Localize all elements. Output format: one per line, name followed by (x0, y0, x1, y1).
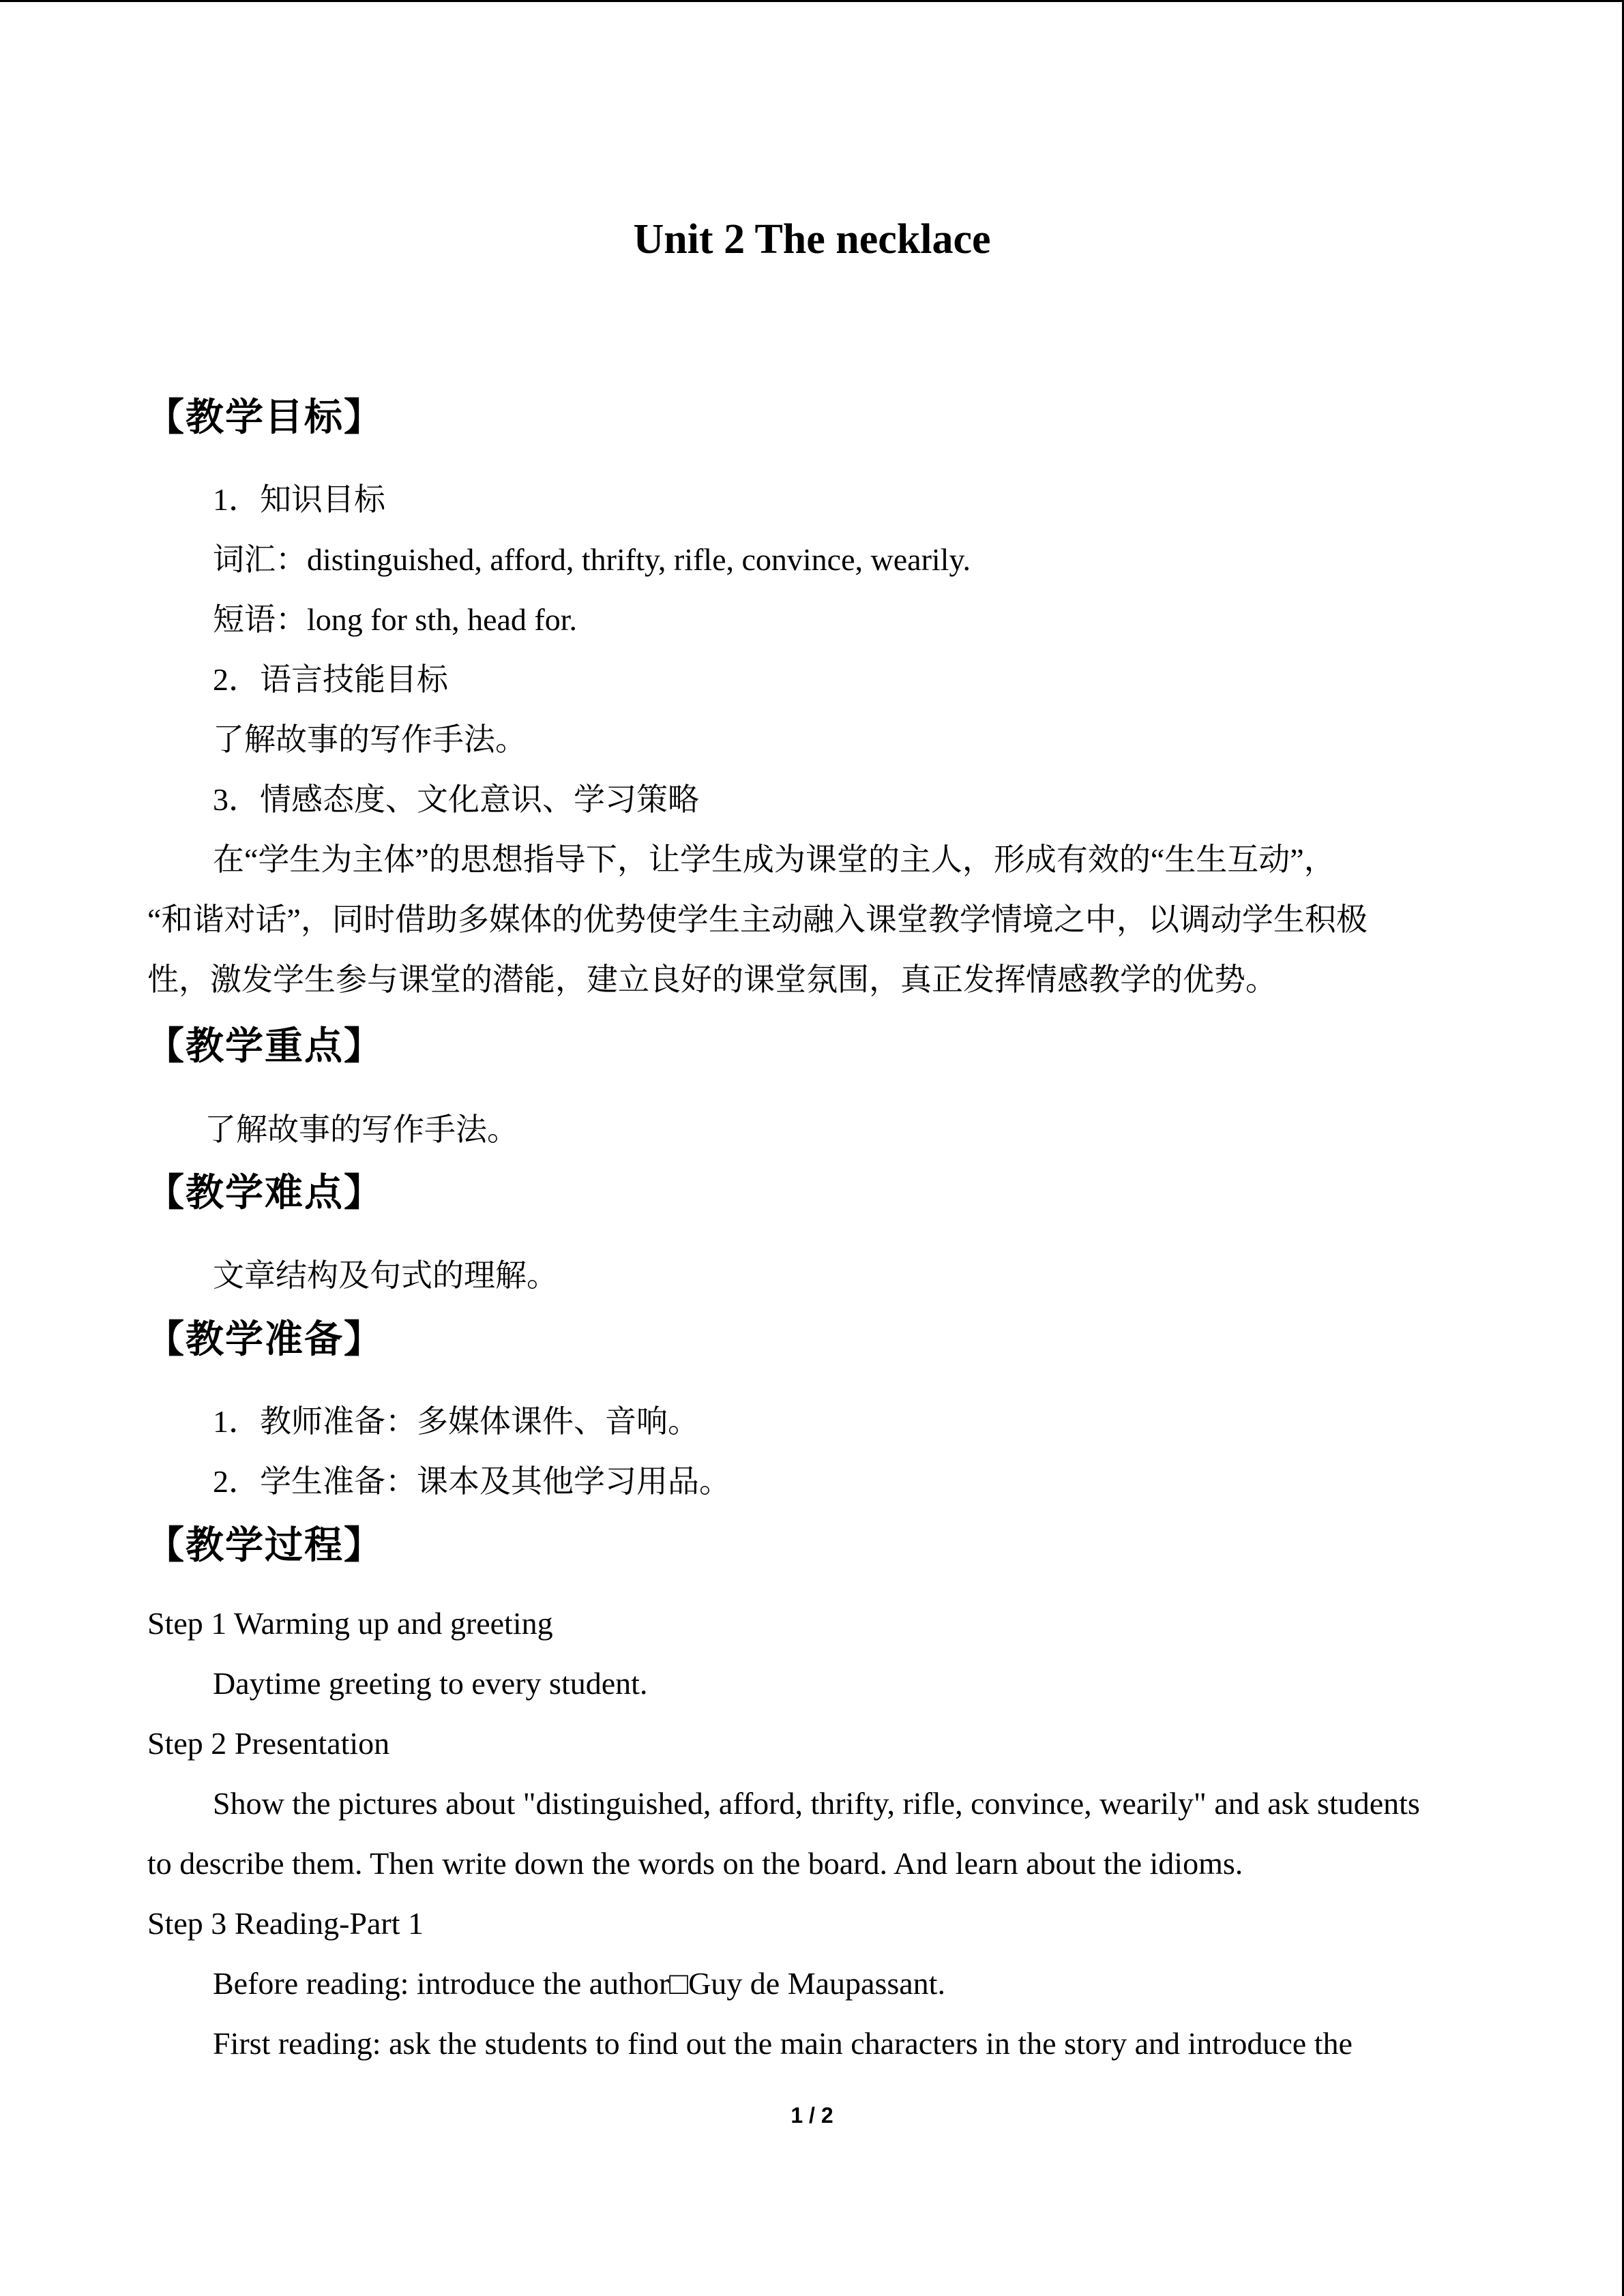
objective-line-5: 了解故事的写作手法。 (213, 722, 527, 757)
objective-line-2: 词汇：distinguished, afford, thrifty, rifle, convince, wearily. (213, 542, 971, 577)
process-line-6: Step 3 Reading-Part 1 (147, 1906, 424, 1941)
process-line-1: Step 1 Warming up and greeting (147, 1606, 553, 1641)
objective-line-9: 性，激发学生参与课堂的潜能，建立良好的课堂氛围，真正发挥情感教学的优势。 (147, 962, 1277, 997)
process-line-8: First reading: ask the students to find out the main characters in the story and introduce the (213, 2026, 1353, 2061)
process-line-2: Daytime greeting to every student. (213, 1666, 648, 1701)
process-line-3: Step 2 Presentation (147, 1726, 390, 1761)
heading-process: 【教学过程】 (146, 1523, 383, 1568)
objective-line-3: 短语：long for sth, head for. (213, 602, 578, 637)
difficulty-line-1: 文章结构及句式的理解。 (213, 1258, 558, 1293)
process-line-4: Show the pictures about "distinguished, afford, thrifty, rifle, convince, wearily" and ask students (213, 1786, 1420, 1821)
heading-preparation: 【教学准备】 (146, 1317, 383, 1362)
objective-line-6: 3．情感态度、文化意识、学习策略 (213, 782, 699, 817)
key-point-line-1: 了解故事的写作手法。 (205, 1112, 518, 1147)
objective-line-7: 在“学生为主体”的思想指导下，让学生成为课堂的主人，形成有效的“生生互动”， (213, 842, 1335, 877)
document-title: Unit 2 The necklace (633, 216, 991, 263)
process-line-7: Before reading: introduce the author□Guy de Maupassant. (213, 1966, 945, 2001)
heading-difficulties: 【教学难点】 (146, 1171, 383, 1215)
preparation-line-2: 2．学生准备：课本及其他学习用品。 (213, 1464, 730, 1499)
page-number: 1 / 2 (791, 2103, 833, 2128)
preparation-line-1: 1．教师准备：多媒体课件、音响。 (213, 1404, 699, 1439)
heading-key-points: 【教学重点】 (146, 1024, 383, 1069)
process-line-5: to describe them. Then write down the words on the board. And learn about the idioms. (147, 1846, 1243, 1881)
objective-line-1: 1．知识目标 (213, 482, 385, 517)
heading-objectives: 【教学目标】 (146, 396, 383, 440)
objective-line-8: “和谐对话”，同时借助多媒体的优势使学生主动融入课堂教学情境之中，以调动学生积极 (147, 902, 1368, 937)
objective-line-4: 2．语言技能目标 (213, 662, 448, 697)
